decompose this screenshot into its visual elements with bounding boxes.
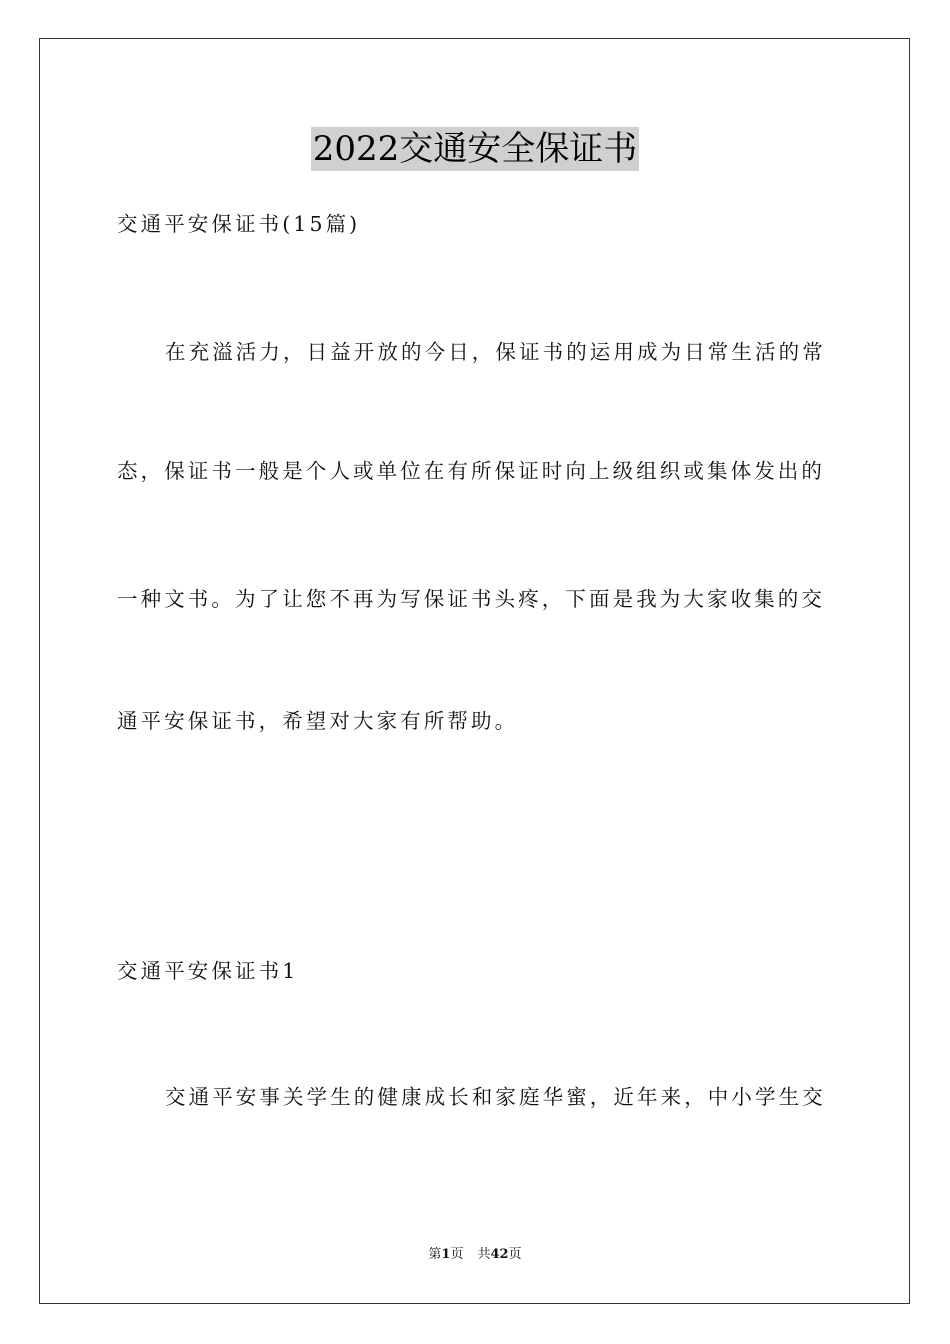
total-pages: 42 [490,1247,509,1262]
page-suffix: 页 [450,1247,464,1262]
document-title: 2022交通安全保证书 [312,129,638,169]
section-line-1: 交通平安事关学生的健康成长和家庭华蜜，近年来，中小学生交 [165,1085,826,1109]
page-prefix: 第 [428,1247,442,1262]
document-subtitle: 交通平安保证书(15篇) [117,212,361,236]
intro-line-3: 一种文书。为了让您不再为写保证书头疼，下面是我为大家收集的交 [117,587,825,611]
intro-line-2: 态，保证书一般是个人或单位在有所保证时向上级组织或集体发出的 [117,459,825,483]
total-suffix: 页 [508,1247,522,1262]
page-number: 1 [441,1247,451,1262]
intro-line-1: 在充溢活力，日益开放的今日，保证书的运用成为日常生活的常 [165,340,826,364]
intro-line-4: 通平安保证书，希望对大家有所帮助。 [117,709,519,733]
total-prefix: 共 [477,1247,491,1262]
section-heading: 交通平安保证书1 [117,959,299,983]
title-container [0,127,950,171]
page-footer [0,1246,950,1264]
